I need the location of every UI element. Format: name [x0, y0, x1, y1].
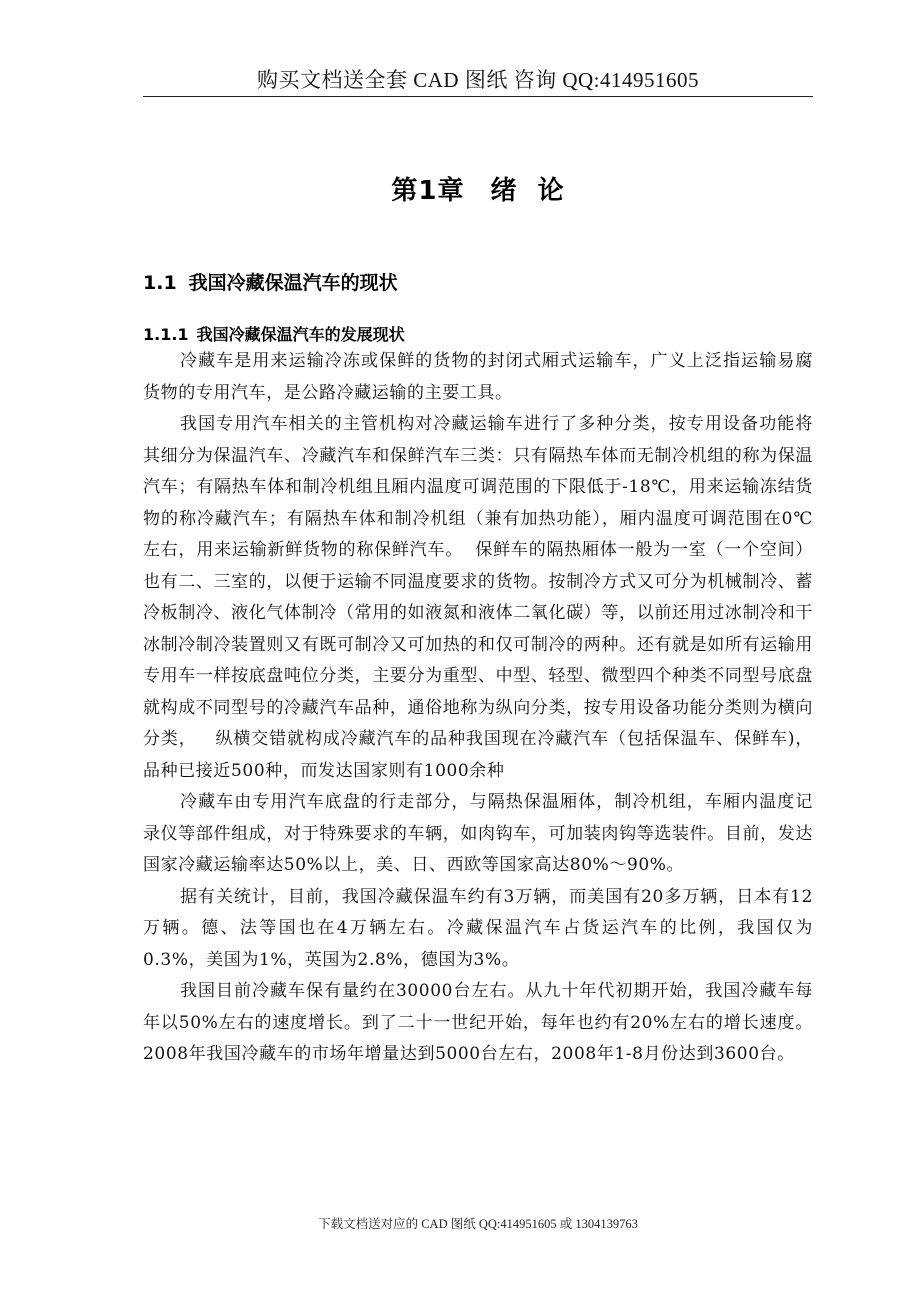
- paragraph-definition: 冷藏车是用来运输冷冻或保鲜的货物的封闭式厢式运输车，广义上泛指运输易腐货物的专用汽车，是公路冷藏运输的主要工具。: [143, 351, 813, 403]
- header-divider: [143, 96, 813, 97]
- paragraph-statistics: 据有关统计，目前，我国冷藏保温车约有3万辆，而美国有20多万辆，日本有12万辆。德、法等国也在4万辆左右。冷藏保温汽车占货运汽车的比例，我国仅为0.3%，美国为1%，英国为2.8%，德国为3%。: [143, 886, 813, 970]
- subsection-number: 1.1.1: [143, 325, 189, 344]
- paragraph-market-growth: 我国目前冷藏车保有量约在30000台左右。从九十年代初期开始，我国冷藏车每年以50%左右的速度增长。到了二十一世纪开始，每年也约有20%左右的增长速度。2008年我国冷藏车的市场年增量达到5000台左右，2008年1-8月份达到3600台。: [143, 981, 813, 1064]
- chapter-title: [143, 170, 813, 207]
- section-number: 1.1: [143, 272, 177, 294]
- subsection-name: 我国冷藏保温汽车的发展现状: [196, 325, 405, 344]
- paragraph-components: 冷藏车由专用汽车底盘的行走部分，与隔热保温厢体，制冷机组，车厢内温度记录仪等部件组成，对于特殊要求的车辆，如肉钩车，可加装肉钩等选装件。目前，发达国家冷藏运输率达50%以上，美、日、西欧等国家高达80%～90%。: [143, 792, 813, 875]
- page-footer: 下载文档送对应的 CAD 图纸 QQ:414951605 或 1304139763: [318, 1217, 638, 1231]
- section-name: 我国冷藏保温汽车的现状: [188, 272, 398, 294]
- section-heading: [143, 268, 398, 295]
- chapter-number: 第1章: [391, 176, 465, 206]
- body-text: [143, 346, 813, 1071]
- subsection-heading: [143, 322, 405, 345]
- chapter-name: 绪 论: [490, 176, 565, 206]
- page-header: 购买文档送全套 CAD 图纸 咨询 QQ:414951605: [256, 68, 699, 92]
- paragraph-classification: 我国专用汽车相关的主管机构对冷藏运输车进行了多种分类，按专用设备功能将其细分为保温汽车、冷藏汽车和保鲜汽车三类：只有隔热车体而无制冷机组的称为保温汽车；有隔热车体和制冷机组且厢内温度可调范围的下限低于-18℃，用来运输冻结货物的称冷藏汽车；有隔热车体和制冷机组（兼有加热功能），厢内温度可调范围在0℃左右，用来运输新鲜货物的称保鲜汽车。 保鲜车的隔热厢体一般为一室（一个空间）也有二、三室的，以便于运输不同温度要求的货物。按制冷方式又可分为机械制冷、蓄冷板制冷、液化气体制冷（常用的如液氮和液体二氧化碳）等，以前还用过冰制冷和干冰制冷制冷装置则又有既可制冷又可加热的和仅可制冷的两种。还有就是如所有运输用专用车一样按底盘吨位分类，主要分为重型、中型、轻型、微型四个种类不同型号底盘就构成不同型号的冷藏汽车品种，通俗地称为纵向分类，按专用设备功能分类则为横向分类， 纵横交错就构成冷藏汽车的品种我国现在冷藏汽车（包括保温车、保鲜车)，品种已接近500种，而发达国家则有1000余种: [143, 414, 813, 781]
